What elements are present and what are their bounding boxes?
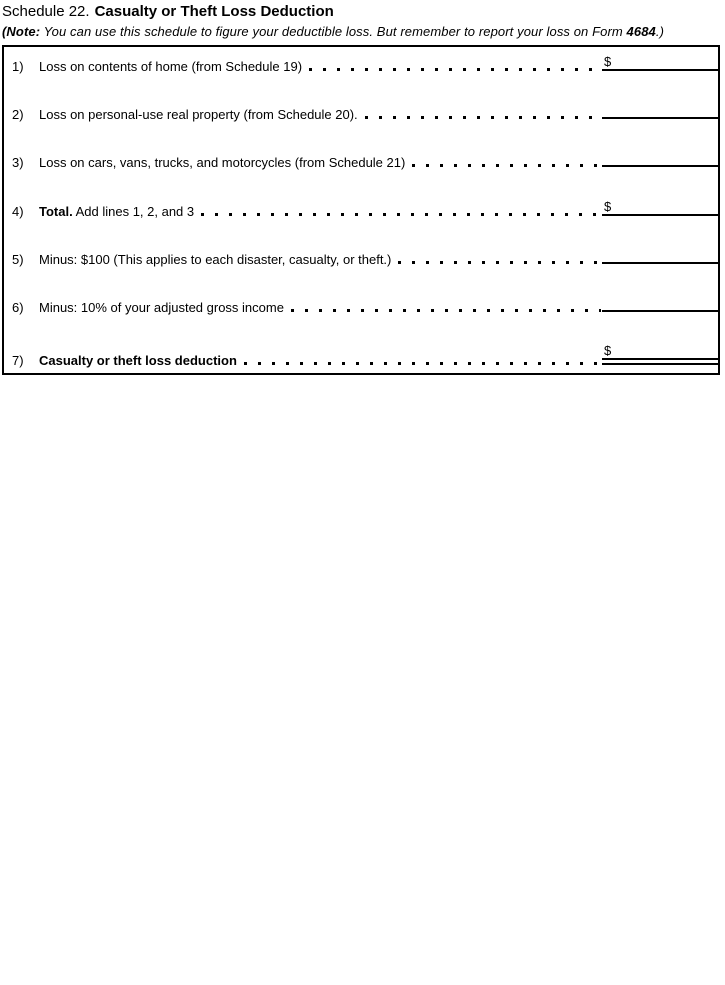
line-number: 5) [12,252,24,267]
line-label-bold: Total. [39,204,73,219]
amount-entry-line-6[interactable] [602,292,718,312]
line-number: 6) [12,300,24,315]
amount-entry-line-7[interactable] [602,340,718,365]
form-row-6 [4,292,718,314]
dot-leader [398,261,601,264]
line-number: 2) [12,107,24,122]
form-row-2 [4,99,718,121]
dot-leader [412,164,601,167]
line-label-bold: Casualty or theft loss deduction [39,353,237,368]
line-label [39,152,405,174]
line-label [39,297,284,319]
note-form-number: 4684 [626,24,656,39]
line-label-text: Add lines 1, 2, and 3 [72,204,195,219]
line-number: 3) [12,155,24,170]
dot-leader [291,309,601,312]
line-label-text: Loss on personal-use real property (from Schedule 20). [39,107,358,122]
schedule-number-label: Schedule 22. [2,3,90,20]
line-label [39,56,302,78]
line-label [39,104,358,126]
amount-entry-line-5[interactable] [602,244,718,264]
line-number: 4) [12,204,24,219]
amount-entry-line-3[interactable] [602,147,718,167]
line-label-text: Minus: 10% of your adjusted gross income [39,300,284,315]
form-row-1 [4,51,718,73]
form-row-4 [4,196,718,218]
schedule-note [2,24,664,39]
dollar-sign: $ [604,199,612,214]
amount-entry-line-1[interactable] [602,51,718,71]
dot-leader [309,68,601,71]
page-title [2,3,334,20]
amount-entry-line-2[interactable] [602,99,718,119]
note-label: (Note: [2,24,41,39]
dot-leader [365,116,601,119]
line-number: 1) [12,59,24,74]
note-body: You can use this schedule to figure your deductible loss. But remember to report your loss on Form [40,24,627,39]
line-label [39,249,391,271]
schedule-title-text: Casualty or Theft Loss Deduction [94,3,334,20]
form-box [2,45,720,375]
dollar-sign: $ [604,343,612,358]
dollar-sign: $ [604,54,612,69]
note-close: .) [655,24,665,39]
line-number: 7) [12,353,24,368]
form-row-3 [4,147,718,169]
dot-leader [244,362,601,365]
line-label-text: Loss on contents of home (from Schedule 19) [39,59,303,74]
line-label-text: Minus: $100 (This applies to each disaster, casualty, or theft.) [39,252,392,267]
form-row-7 [4,340,718,368]
line-label-text: Loss on cars, vans, trucks, and motorcycles (from Schedule 21) [39,155,406,170]
form-row-5 [4,244,718,266]
dot-leader [201,213,601,216]
line-label [39,201,194,223]
amount-entry-line-4[interactable] [602,196,718,216]
line-label [39,350,237,372]
